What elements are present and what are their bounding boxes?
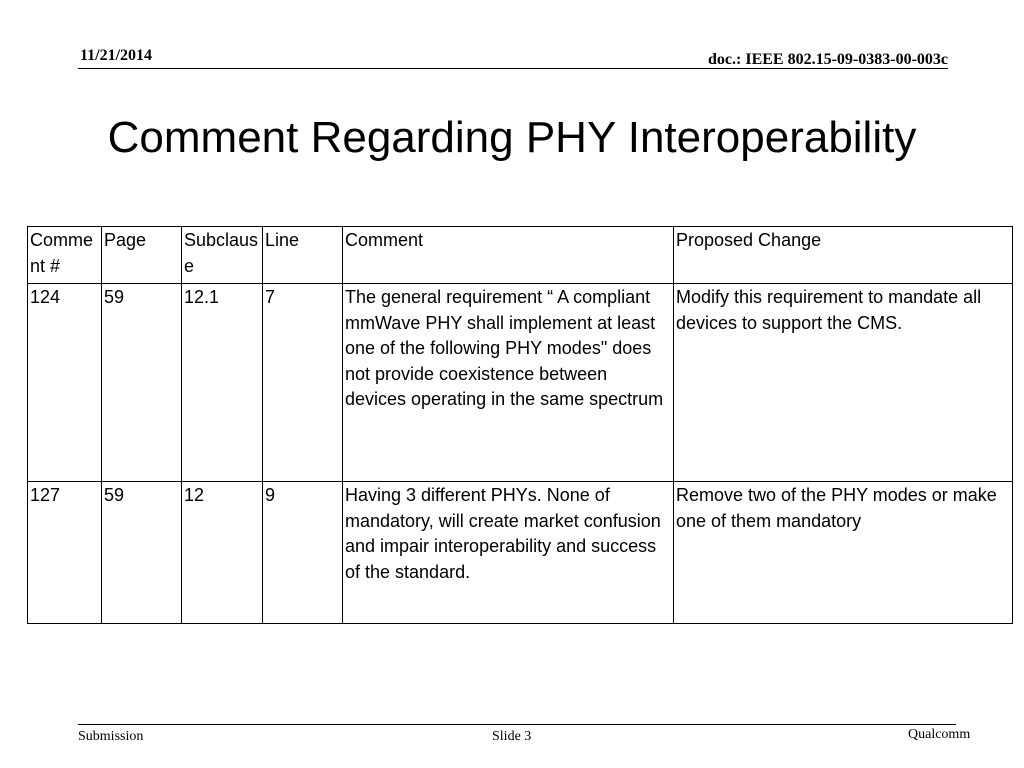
header-divider bbox=[78, 68, 948, 69]
header-doc-id: doc.: IEEE 802.15-09-0383-00-003c bbox=[708, 51, 948, 68]
cell-proposed-change: Modify this requirement to mandate all devices to support the CMS. bbox=[674, 284, 1013, 482]
column-header-comment: Comment bbox=[343, 227, 674, 284]
cell-line: 9 bbox=[263, 482, 343, 624]
footer-submission: Submission bbox=[78, 729, 144, 744]
slide-title: Comment Regarding PHY Interoperability bbox=[107, 113, 917, 162]
cell-subclause: 12 bbox=[182, 482, 263, 624]
comment-table bbox=[27, 226, 1013, 624]
footer-divider bbox=[78, 724, 956, 725]
footer-organization: Qualcomm bbox=[908, 727, 971, 742]
column-header-line: Line bbox=[263, 227, 343, 284]
cell-comment-no: 124 bbox=[28, 284, 102, 482]
cell-subclause: 12.1 bbox=[182, 284, 263, 482]
cell-page: 59 bbox=[102, 482, 182, 624]
table-header-row bbox=[28, 227, 1013, 284]
column-header-page: Page bbox=[102, 227, 182, 284]
cell-proposed-change: Remove two of the PHY modes or make one of them mandatory bbox=[674, 482, 1013, 624]
cell-page: 59 bbox=[102, 284, 182, 482]
cell-comment-no: 127 bbox=[28, 482, 102, 624]
column-header-subclause: Subclause bbox=[182, 227, 263, 284]
table-row bbox=[28, 482, 1013, 624]
column-header-comment-no: Comment # bbox=[28, 227, 102, 284]
footer-slide-number: Slide 3 bbox=[492, 729, 532, 744]
cell-line: 7 bbox=[263, 284, 343, 482]
column-header-proposed-change: Proposed Change bbox=[674, 227, 1013, 284]
table-row bbox=[28, 284, 1013, 482]
cell-comment: Having 3 different PHYs. None of mandatory, will create market confusion and impair interoperability and success of the standard. bbox=[343, 482, 674, 624]
header-date: 11/21/2014 bbox=[80, 47, 153, 64]
cell-comment: The general requirement “ A compliant mmWave PHY shall implement at least one of the following PHY modes" does not provide coexistence between devices operating in the same spectrum bbox=[343, 284, 674, 482]
